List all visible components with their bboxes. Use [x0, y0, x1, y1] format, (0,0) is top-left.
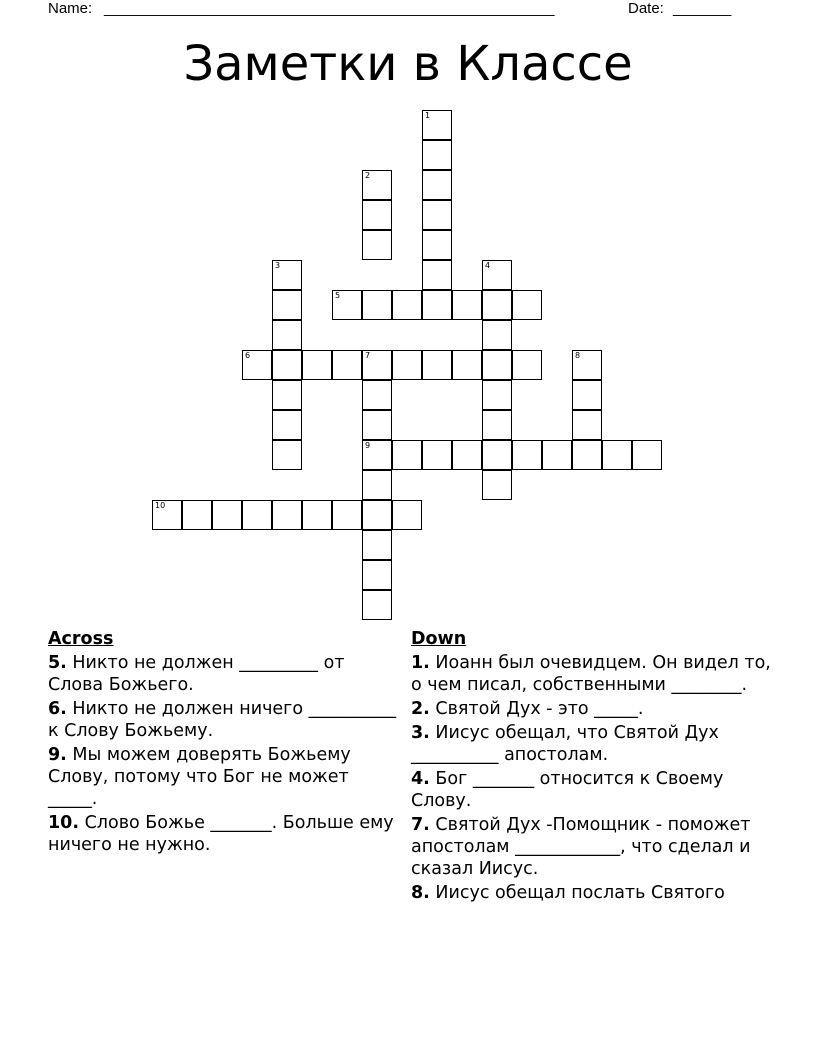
- clue-text: Иисус обещал, что Святой Дух __________ апостолам.: [411, 723, 719, 765]
- clue-number: 1.: [411, 653, 430, 673]
- clue-number: 3.: [411, 723, 430, 743]
- clue-text: Слово Божье _______. Больше ему ничего не нужно.: [48, 813, 394, 855]
- clue-number: 4.: [411, 769, 430, 789]
- clue-across-10: [48, 812, 398, 856]
- grid-cell[interactable]: [392, 500, 422, 530]
- grid-cell[interactable]: [362, 290, 392, 320]
- grid-cell[interactable]: [362, 440, 392, 470]
- clue-across-9: [48, 744, 398, 810]
- grid-cell[interactable]: [482, 320, 512, 350]
- grid-cell[interactable]: [422, 290, 452, 320]
- grid-cell[interactable]: [572, 440, 602, 470]
- cell-number: 4: [485, 261, 491, 270]
- cell-number: 9: [365, 441, 371, 450]
- grid-cell[interactable]: [422, 170, 452, 200]
- clue-down-3: [411, 722, 771, 766]
- clue-number: 7.: [411, 815, 430, 835]
- grid-cell[interactable]: [572, 410, 602, 440]
- grid-cell[interactable]: [272, 410, 302, 440]
- grid-cell[interactable]: [512, 440, 542, 470]
- clue-text: Святой Дух - это _____.: [429, 699, 644, 719]
- grid-cell[interactable]: [212, 500, 242, 530]
- clue-text: Святой Дух -Помощник - поможет апостолам ____________, что сделал и сказал Иисус.: [411, 815, 751, 879]
- grid-cell[interactable]: [482, 290, 512, 320]
- grid-cell[interactable]: [332, 350, 362, 380]
- grid-cell[interactable]: [482, 380, 512, 410]
- grid-cell[interactable]: [332, 500, 362, 530]
- down-clues: [411, 628, 771, 904]
- grid-cell[interactable]: [272, 290, 302, 320]
- cell-number: 8: [575, 351, 581, 360]
- grid-cell[interactable]: [482, 440, 512, 470]
- grid-cell[interactable]: [272, 350, 302, 380]
- clue-across-5: [48, 652, 398, 696]
- cell-number: 5: [335, 291, 341, 300]
- grid-cell[interactable]: [152, 500, 182, 530]
- grid-cell[interactable]: [452, 440, 482, 470]
- grid-cell[interactable]: [422, 440, 452, 470]
- grid-cell[interactable]: [512, 290, 542, 320]
- grid-cell[interactable]: [272, 380, 302, 410]
- grid-cell[interactable]: [362, 350, 392, 380]
- cell-number: 2: [365, 171, 371, 180]
- grid-cell[interactable]: [482, 350, 512, 380]
- cell-number: 10: [155, 501, 166, 510]
- clue-text: Иоанн был очевидцем. Он видел то, о чем писал, собственными ________.: [411, 653, 771, 695]
- clue-text: Никто не должен ничего __________ к Слову Божьему.: [48, 699, 397, 741]
- grid-cell[interactable]: [362, 200, 392, 230]
- grid-cell[interactable]: [362, 230, 392, 260]
- grid-cell[interactable]: [242, 350, 272, 380]
- grid-cell[interactable]: [452, 290, 482, 320]
- across-heading: Across: [48, 629, 114, 649]
- clue-text: Бог _______ относится к Своему Слову.: [411, 769, 724, 811]
- clue-number: 9.: [48, 745, 67, 765]
- grid-cell[interactable]: [482, 260, 512, 290]
- grid-cell[interactable]: [602, 440, 632, 470]
- page-title: Заметки в Классе: [183, 36, 633, 92]
- grid-cell[interactable]: [272, 260, 302, 290]
- grid-cell[interactable]: [572, 380, 602, 410]
- clue-down-8: [411, 882, 771, 904]
- clue-down-7: [411, 814, 771, 880]
- grid-cell[interactable]: [482, 470, 512, 500]
- grid-cell[interactable]: [242, 500, 272, 530]
- clue-across-6: [48, 698, 398, 742]
- grid-cell[interactable]: [422, 140, 452, 170]
- name-label: Name:: [48, 0, 93, 17]
- grid-cell[interactable]: [302, 350, 332, 380]
- grid-cell[interactable]: [572, 350, 602, 380]
- clue-down-4: [411, 768, 771, 812]
- clue-number: 2.: [411, 699, 430, 719]
- grid-cell[interactable]: [422, 200, 452, 230]
- across-clues: [48, 628, 398, 856]
- clue-down-2: [411, 698, 771, 720]
- grid-cell[interactable]: [272, 500, 302, 530]
- grid-cell[interactable]: [392, 440, 422, 470]
- grid-cell[interactable]: [302, 500, 332, 530]
- clue-down-1: [411, 652, 771, 696]
- grid-cell[interactable]: [422, 350, 452, 380]
- cell-number: 6: [245, 351, 251, 360]
- grid-cell[interactable]: [362, 560, 392, 590]
- grid-cell[interactable]: [542, 440, 572, 470]
- name-field-line: ______________________________________________________: [104, 0, 555, 17]
- cell-number: 1: [425, 111, 431, 120]
- grid-cell[interactable]: [482, 410, 512, 440]
- date-field-line: _______: [673, 0, 732, 17]
- grid-cell[interactable]: [452, 350, 482, 380]
- grid-cell[interactable]: [512, 350, 542, 380]
- grid-cell[interactable]: [632, 440, 662, 470]
- cell-number: 7: [365, 351, 371, 360]
- grid-cell[interactable]: [332, 290, 362, 320]
- grid-cell[interactable]: [362, 470, 392, 500]
- grid-cell[interactable]: [362, 590, 392, 620]
- cell-number: 3: [275, 261, 281, 270]
- grid-cell[interactable]: [362, 170, 392, 200]
- grid-cell[interactable]: [362, 410, 392, 440]
- clue-number: 8.: [411, 883, 430, 903]
- clue-text: Мы можем доверять Божьему Слову, потому что Бог не может _____.: [48, 745, 351, 809]
- grid-cell[interactable]: [182, 500, 212, 530]
- clue-text: Иисус обещал послать Святого: [429, 883, 725, 903]
- down-heading: Down: [411, 629, 467, 649]
- clue-number: 10.: [48, 813, 80, 833]
- clue-text: Никто не должен _________ от Слова Божьего.: [48, 653, 345, 695]
- date-label: Date:: [628, 0, 664, 17]
- grid-cell[interactable]: [272, 440, 302, 470]
- grid-cell[interactable]: [362, 500, 392, 530]
- clue-number: 6.: [48, 699, 67, 719]
- grid-cell[interactable]: [362, 380, 392, 410]
- grid-cell[interactable]: [362, 530, 392, 560]
- clue-number: 5.: [48, 653, 67, 673]
- grid-cell[interactable]: [422, 260, 452, 290]
- grid-cell[interactable]: [422, 230, 452, 260]
- grid-cell[interactable]: [392, 350, 422, 380]
- grid-cell[interactable]: [392, 290, 422, 320]
- grid-cell[interactable]: [422, 110, 452, 140]
- grid-cell[interactable]: [272, 320, 302, 350]
